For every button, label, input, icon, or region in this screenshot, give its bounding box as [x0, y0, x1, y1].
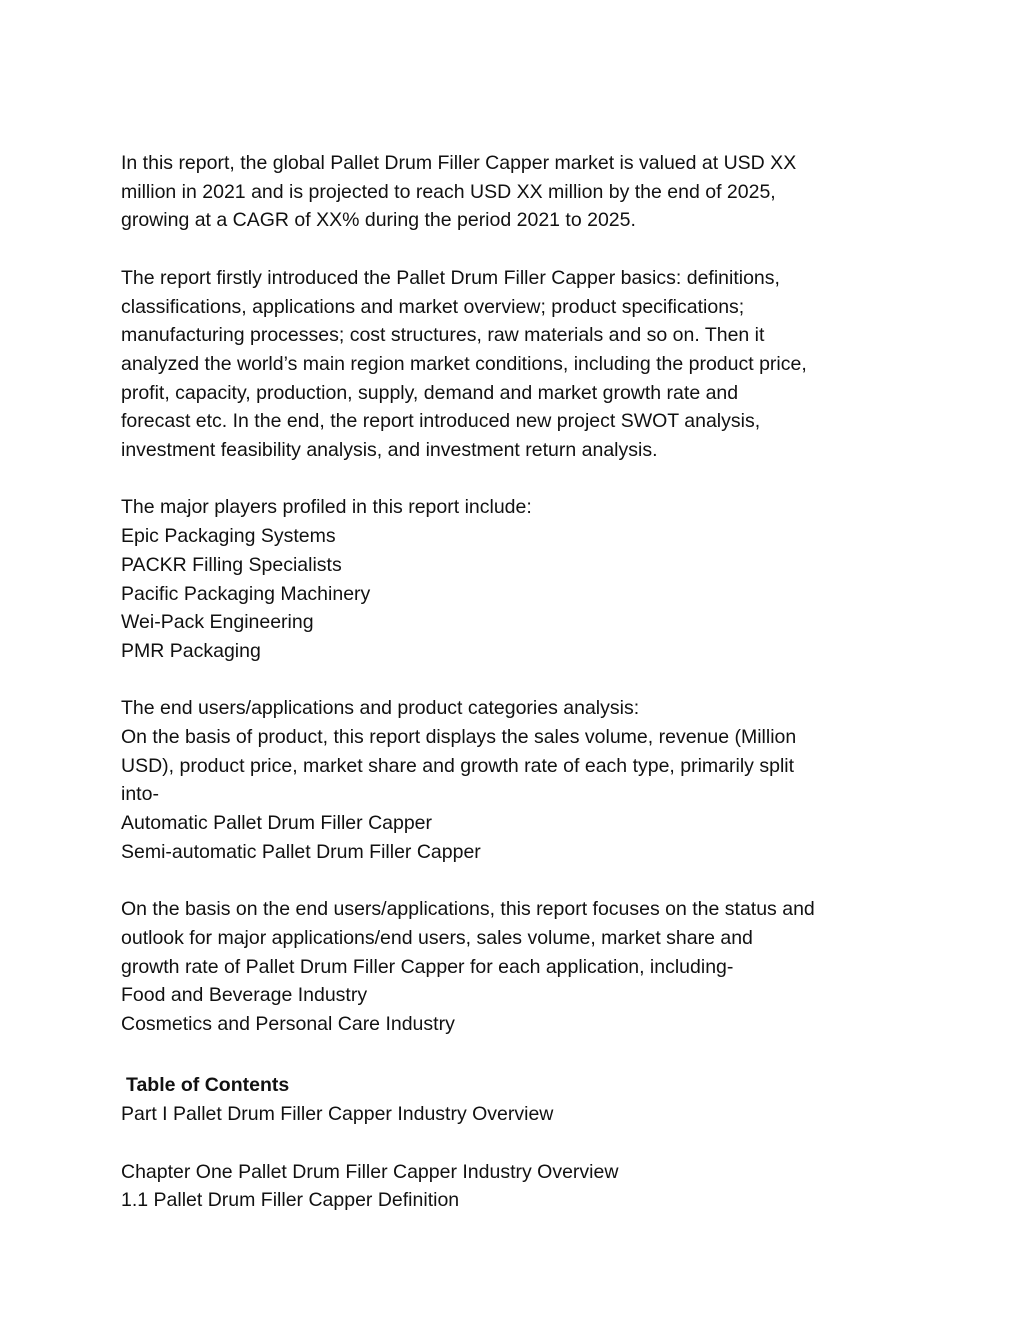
- overview-line: profit, capacity, production, supply, demand and market growth rate and: [121, 381, 739, 404]
- application-item: Cosmetics and Personal Care Industry: [121, 1013, 455, 1036]
- overview-line: investment feasibility analysis, and investment return analysis.: [121, 439, 658, 462]
- intro-line: In this report, the global Pallet Drum Filler Capper market is valued at USD XX: [121, 152, 797, 174]
- product-item: Automatic Pallet Drum Filler Capper: [121, 812, 433, 835]
- applications-line: growth rate of Pallet Drum Filler Capper for each application, including-: [121, 955, 734, 978]
- toc-part: Part I Pallet Drum Filler Capper Industry Overview: [121, 1103, 554, 1126]
- products-line: The end users/applications and product categories analysis:: [121, 697, 640, 720]
- overview-paragraph: [121, 264, 921, 465]
- product-item: Semi-automatic Pallet Drum Filler Capper: [121, 840, 481, 863]
- player-item: Epic Packaging Systems: [121, 525, 336, 548]
- intro-paragraph: [121, 149, 921, 235]
- toc-section: 1.1 Pallet Drum Filler Capper Definition: [121, 1189, 460, 1212]
- toc-heading: Table of Contents: [126, 1074, 290, 1097]
- products-section: [121, 694, 921, 866]
- products-line: into-: [121, 783, 159, 806]
- intro-line: million in 2021 and is projected to reach USD XX million by the end of 2025,: [121, 180, 776, 203]
- intro-line: growing at a CAGR of XX% during the period 2021 to 2025.: [121, 209, 636, 232]
- overview-line: forecast etc. In the end, the report introduced new project SWOT analysis,: [121, 410, 761, 433]
- player-item: PMR Packaging: [121, 639, 261, 662]
- overview-line: classifications, applications and market overview; product specifications;: [121, 295, 745, 318]
- application-item: Food and Beverage Industry: [121, 984, 368, 1007]
- players-heading: The major players profiled in this report include:: [121, 496, 532, 519]
- table-of-contents: [121, 1071, 921, 1128]
- toc-chapter: Chapter One Pallet Drum Filler Capper Industry Overview: [121, 1160, 619, 1183]
- applications-line: outlook for major applications/end users, sales volume, market share and: [121, 926, 753, 949]
- player-item: Pacific Packaging Machinery: [121, 582, 371, 605]
- overview-line: analyzed the world’s main region market conditions, including the product price,: [121, 352, 807, 375]
- player-item: PACKR Filling Specialists: [121, 553, 342, 576]
- applications-line: On the basis on the end users/applications, this report focuses on the status and: [121, 898, 815, 921]
- overview-line: The report firstly introduced the Pallet Drum Filler Capper basics: definitions,: [121, 266, 780, 289]
- products-line: USD), product price, market share and growth rate of each type, primarily split: [121, 754, 795, 777]
- toc-chapter-section: [121, 1158, 921, 1215]
- overview-line: manufacturing processes; cost structures, raw materials and so on. Then it: [121, 324, 765, 347]
- document-page: [121, 149, 921, 1215]
- applications-section: [121, 895, 921, 1039]
- products-line: On the basis of product, this report displays the sales volume, revenue (Million: [121, 726, 797, 749]
- players-section: [121, 493, 921, 665]
- player-item: Wei-Pack Engineering: [121, 611, 314, 634]
